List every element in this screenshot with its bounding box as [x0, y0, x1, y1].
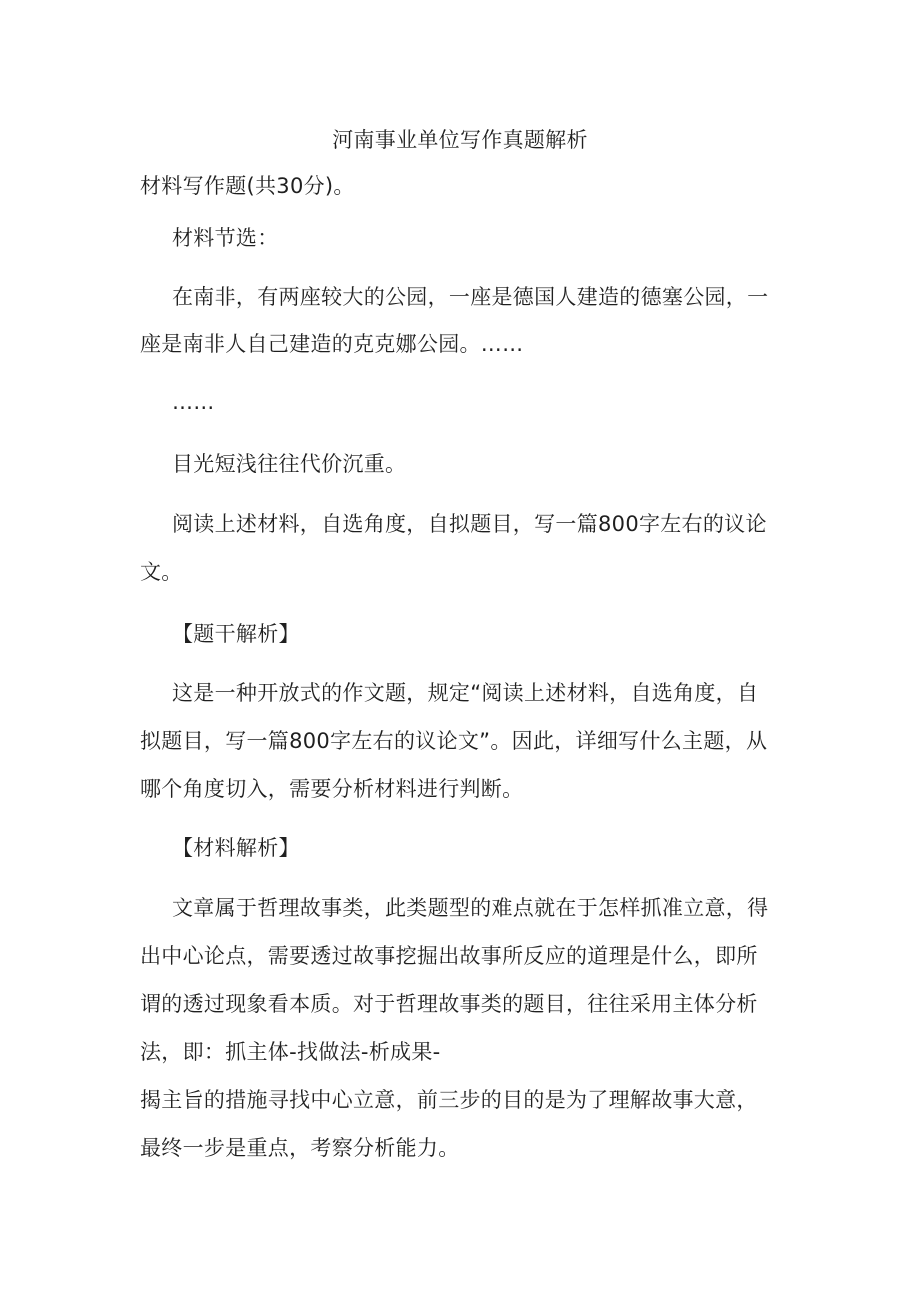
section-heading-question-analysis: 【题干解析】: [172, 622, 300, 646]
material-paragraph-line: 座是南非人自己建造的克克娜公园。……: [140, 332, 524, 356]
ellipsis-line: ……: [172, 390, 215, 414]
question-heading: 材料写作题(共30分)。: [140, 174, 355, 198]
question-analysis-line: 拟题目，写一篇800字左右的议论文”。因此，详细写什么主题，从: [140, 729, 768, 753]
page-title: 河南事业单位写作真题解析: [332, 128, 588, 152]
material-analysis-line: 文章属于哲理故事类，此类题型的难点就在于怎样抓准立意，得: [172, 896, 769, 920]
material-analysis-line: 出中心论点，需要透过故事挖掘出故事所反应的道理是什么，即所: [140, 944, 758, 968]
instruction-paragraph-line: 阅读上述材料，自选角度，自拟题目，写一篇800字左右的议论: [172, 512, 767, 536]
question-analysis-line: 哪个角度切入，需要分析材料进行判断。: [140, 777, 524, 801]
material-conclusion: 目光短浅往往代价沉重。: [172, 452, 407, 476]
material-analysis-line: 最终一步是重点，考察分析能力。: [140, 1136, 460, 1160]
question-analysis-line: 这是一种开放式的作文题，规定“阅读上述材料，自选角度，自: [172, 681, 759, 705]
material-label: 材料节选：: [172, 226, 279, 250]
material-analysis-line: 法，即：抓主体-找做法-析成果-: [140, 1040, 441, 1064]
material-analysis-line: 揭主旨的措施寻找中心立意，前三步的目的是为了理解故事大意，: [140, 1088, 758, 1112]
material-paragraph-line: 在南非，有两座较大的公园，一座是德国人建造的德塞公园，一: [172, 285, 769, 309]
section-heading-material-analysis: 【材料解析】: [172, 836, 300, 860]
material-analysis-line: 谓的透过现象看本质。对于哲理故事类的题目，往往采用主体分析: [140, 992, 758, 1016]
instruction-paragraph-line: 文。: [140, 560, 183, 584]
